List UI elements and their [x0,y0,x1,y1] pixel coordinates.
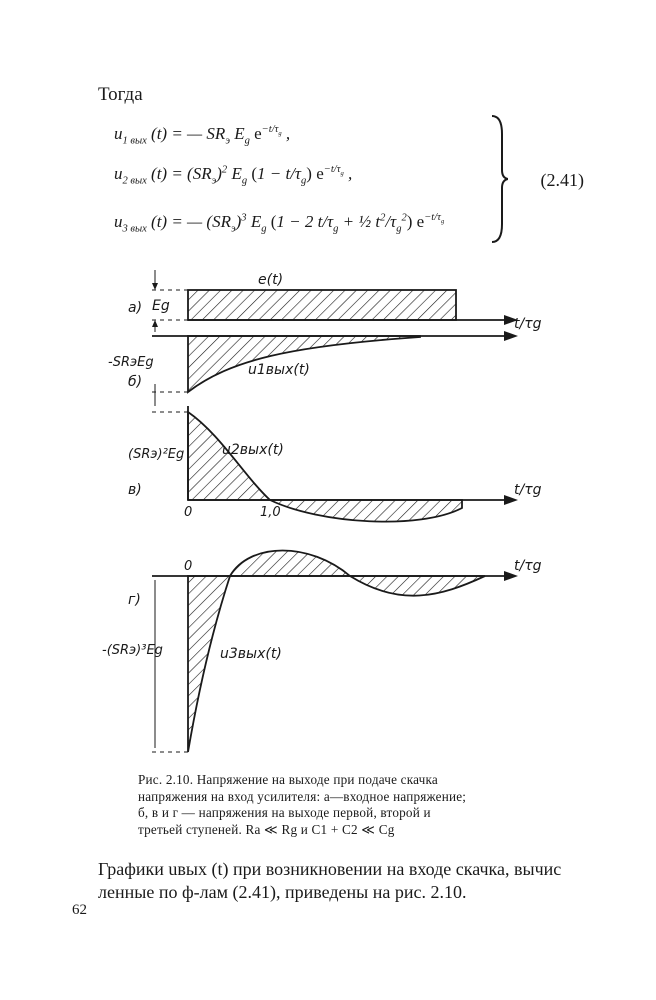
label-level-3: -(SRэ)³Eg [102,643,163,658]
tick-one: 1,0 [260,505,281,520]
axis-label-a: t/τg [514,316,542,332]
page-number: 62 [72,902,87,918]
output-3-negative-2 [350,576,485,596]
axis-label-c: t/τg [514,482,542,498]
paragraph-line: Графики uвых (t) при возникновении на входе скачка, вычис [98,859,562,879]
figure-2-10 [90,262,550,762]
equation-1: $u_{1 вых}$ (t) = — $SR_э$ $E_g$ $e^{-t/\tau_g}$ , [114,124,291,147]
label-eg: Eg [152,298,170,314]
body-paragraph [98,858,578,904]
panel-label-a: а) [128,300,143,316]
figure-caption [138,772,530,838]
tick-zero-d: 0 [184,559,193,574]
output-3-negative-1 [188,576,230,752]
caption-line: напряжения на вход усилителя: а—входное напряжение; [138,788,467,804]
axis-label-d: t/τg [514,558,542,574]
label-u3: u3вых(t) [220,646,282,662]
label-u2: u2вых(t) [222,442,284,458]
equation-2: $u_{2 вых}$ $(t) = (SR_э)^2$ $E_g$ $(1 - t/\tau_g)$ $e^{-t/\tau_g}$ , [114,164,353,187]
panel-label-c: в) [128,482,142,498]
intro-word: Тогда [98,84,143,105]
equation-number: (2.41) [540,170,584,190]
tick-zero-c: 0 [184,505,193,520]
label-e-t: e(t) [258,272,284,288]
caption-line: б, в и г — напряжения на выходе первой, второй и [138,805,431,820]
caption-line: третьей ступеней. Ra ≪ Rg и C1 + C2 ≪ Cg [138,821,395,837]
label-level-2: (SRэ)²Eg [128,447,185,462]
label-level-1: -SRэEg [108,355,154,370]
caption-line: Рис. 2.10. Напряжение на выходе при подаче скачка [138,772,438,787]
panel-label-b: б) [128,374,143,390]
equation-3: $u_{3 вых}$ (t) = — $(SR_э)^3$ $E_g$ (1 − 2 $t/\tau_g$ + ½ $t^2/\tau_g^2$) $e^{-t/\tau_g}$ [114,212,445,235]
label-u1: u1вых(t) [248,362,310,378]
output-3-positive [230,551,350,577]
output-2-negative [270,500,462,522]
paragraph-line: ленные по ф-лам (2.41), приведены на рис. 2.10. [98,882,467,902]
equation-brace [488,114,508,244]
panel-label-d: г) [128,592,141,608]
input-step-area [188,290,456,320]
